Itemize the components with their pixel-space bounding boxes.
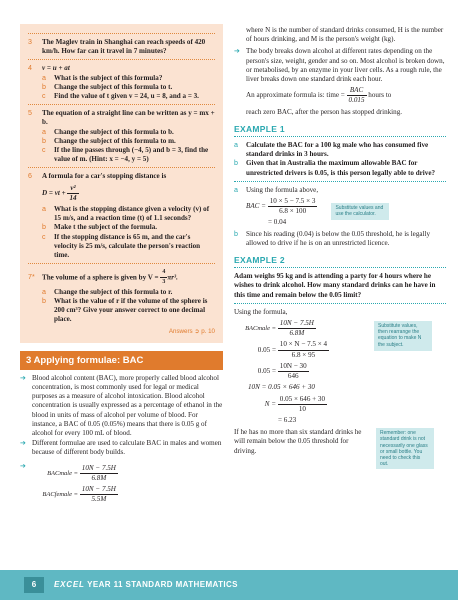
subquestion-a: Change the subject of this formula to r. [54,287,173,296]
example-1-title: EXAMPLE 1 [234,123,285,134]
question-3 [28,33,215,56]
arrow-icon: ➔ [20,461,26,470]
arrow-icon: ➔ [234,47,240,56]
example-1-question-b: Given that in Australia the maximum allowable BAC for unrestricted drivers is 0.05, is this person legally able to drive? [246,159,436,177]
left-column [20,24,223,506]
variable-definitions: where N is the number of standard drinks consumed, H is the number of hours drinking, and M is the person's weight (kg). [246,26,444,44]
question-text: The Maglev train in Shanghai can reach speeds of 420 km/h. How far can it travel in 7 minutes? [42,38,206,56]
example-2-title: EXAMPLE 2 [234,255,285,266]
question-number: 3 [28,38,32,46]
subquestion-b: Make t the subject of the formula. [54,223,158,232]
page-footer [0,570,458,600]
time-formula: An approximate formula is: time = $\frac{\text{BAC}}{0.015}$ hours to [246,86,392,105]
example-2-question: Adam weighs 95 kg and is attending a party for 4 hours where he wishes to drink alcohol. How many standard drinks can he have in this time and remain below the 0.05 limit? [234,272,436,299]
subquestion-a: What is the stopping distance given a velocity (v) of 15 m/s, and a reaction time (t) of 1.1 seconds? [54,205,210,223]
arrow-icon: ➔ [20,439,26,448]
question-text: A formula for a car's stopping distance is [42,172,167,181]
subquestion-a: Change the subject of this formula to b. [54,127,174,136]
example-1-calculation: BAC = $\frac{10 \times 5 - 7.5 \times 3}{6.8 \times 100}$ [246,197,316,216]
note-standard-drink: Remember: one standard drink is not necessarily one glass or small bottle. You need to check this out. [376,428,434,469]
bac-male-formula: BACmale = $\frac{10N - 7.5H}{6.8M}$ [47,463,116,482]
subquestion-b: What is the value of r if the volume of the sphere is 200 cm³? Give your answer correct to one decimal place. [54,296,208,324]
subquestion-b: Change the subject of this formula to m. [54,136,176,145]
question-number: 7* [28,273,35,282]
stopping-distance-formula: D = vt + $\frac{\text{v²}}{14}$ [42,183,77,202]
section-heading: 3 Applying formulae: BAC [20,351,223,370]
subquestion-c: If the line passes through (−4, 5) and b = 3, find the value of m. (Hint: x = −4, y = 5) [54,146,209,164]
bac-female-formula: BACfemale = $\frac{10N - 7.5H}{5.5M}$ [42,484,116,504]
question-number: 5 [28,109,32,118]
example-2-working: BACmale = $\frac{10N - 7.5H}{6.8M}$ 0.05 = $\frac{10 \times N - 7.5 \times 4}{6.8 \times 95}$ 0.05 = $\frac{10N - 30}{646}$ 10N = 0.05 × 646 + 30 N = $\frac{0.05 \times 646 + 30}{10}$ = 6.23 [245,319,328,424]
page-number: 6 [24,577,44,593]
question-5: 5 The equation of a straight line can be written as y = mx + b. a Change the subject of this formula to b. b Change the subject of this formula to m. c If the line passes through (−4, 5) and b = 3, find the value of m. (Hint: x = −4, y = 5) [28,104,215,164]
example-2-conclusion: If he has no more than six standard drinks he will remain below the 0.05 threshold for driving. [234,428,362,455]
question-text: The equation of a straight line can be written as y = mx + b. [42,109,215,127]
note-substitute: Substitute values and use the calculator. [331,203,389,219]
right-column: where N is the number of standard drinks consumed, H is the number of hours drinking, and M is the person's weight (kg). ➔ The body breaks down alcohol at different rates depending on the person's size, weight, gender and so on. Most alcohol is broken down, or metabolised, by an enzyme in your liver cells. As a rough rule, the liver breaks down one standard drink each hour. An approximate formula is: time = $\frac{\text{BAC}}{0.015}$ hours to reach zero BAC, after the person has stopped drinking. EXAMPLE 1 a Calculate the BAC for a 100 kg male who has consumed five standard drinks in 3 hours. b Given that in Australia the maximum allowable BAC for unrestricted drivers is 0.05, is this person legally able to drive? a Using the formula above, BAC = $\frac{10 \times 5 - 7.5 \times 3}{6.8 \times 100}$ = 0.04 Substitute values and use the calculator. b Since his reading (0.04) is below the 0.05 threshold, he is legally allowed to drive if he is on an unrestricted licence. EXAMPLE 2 Adam weighs 95 kg and is attending a party for 4 hours where he wishes to drink alcohol. How many standard drinks can he have in this time and remain below the 0.05 limit? Using the formula, BACmale = $\frac{10N - 7.5H}{6.8M}$ 0.05 = $\frac{10 \times N - 7.5 \times 4}{6.8 \times 95}$ 0.05 = $\frac{10N - 30}{646}$ 10N = 0.05 × 646 + 30 N = $\frac{0.05 \times 646 + 30}{10}$ = 6.23 Substitute values, then rearrange the equation to make N the subject. If he has no more than six standard drinks he will remain below the 0.05 threshold for driving. Remember: one standard drink is not necessarily one glass or small bottle. You need to check this out. [234,26,446,469]
subquestion-c: Find the value of t given v = 24, u = 8, and a = 3. [54,92,199,101]
question-7: 7* The volume of a sphere is given by V = $\frac{4}{3}$ πr³. a Change the subject of this formula to r. b What is the value of r if the volume of the sphere is 200 cm³? Give your answer correct to one decimal place. [28,263,215,324]
example-1-question-a: Calculate the BAC for a 100 kg male who has consumed five standard drinks in 3 hours. [246,141,429,159]
answers-link[interactable]: Answers ➲ p. 10 [168,328,215,336]
exercise-box [20,24,223,343]
subquestion-b: Change the subject of this formula to t. [54,82,173,91]
subquestion-c: If the stopping distance is 65 m, and the car's velocity is 25 m/s, calculate the person's reaction time. [54,232,201,260]
question-number: 4 [28,64,32,73]
question-4: 4 v = u + at a What is the subject of this formula? b Change the subject of this formula to t. c Find the value of t given v = 24, u = 8, and a = 3. [28,59,215,101]
arrow-icon: ➔ [20,373,26,382]
question-formula: v = u + at [42,64,70,73]
bac-explanation: ➔ Blood alcohol content (BAC), more properly called blood alcohol concentration, is most commonly used for legal or medical purposes as a measure of alcohol intoxication. Blood alcohol concentration is usually expressed as a percentage of ethanol in the blood in units of mass of alcohol per volume of blood. For instance, a BAC of 0.05 (0.05%) means that there is 0.05 g of alcohol for every 100 mL of blood. ➔ Different formulae are used to calculate BAC in males and women because of different body builds. ➔ BACmale = $\frac{10N - 7.5H}{6.8M}$ BACfemale = $\frac{10N - 7.5H}{5.5M}$ [20,374,223,507]
note-rearrange: Substitute values, then rearrange the equation to make N the subject. [374,321,432,351]
subquestion-a: What is the subject of this formula? [54,73,163,82]
question-6: 6 A formula for a car's stopping distance is D = vt + $\frac{\text{v²}}{14}$ a What is the stopping distance given a velocity (v) of 15 m/s, and a reaction time (t) of 1.1 seconds? b Make t the subject of the formula. c If the stopping distance is 65 m, and the car's velocity is 25 m/s, calculate the person's reaction time. [28,167,215,260]
metabolism-text: The body breaks down alcohol at different rates depending on the person's size, weight, gender and so on. Most alcohol is broken down, or metabolised, by an enzyme in your liver cells. As a rough rule, the liver breaks down one standard drink each hour. [246,47,445,84]
question-number: 6 [28,172,32,181]
book-title: EXCEL YEAR 11 STANDARD MATHEMATICS [54,580,238,589]
